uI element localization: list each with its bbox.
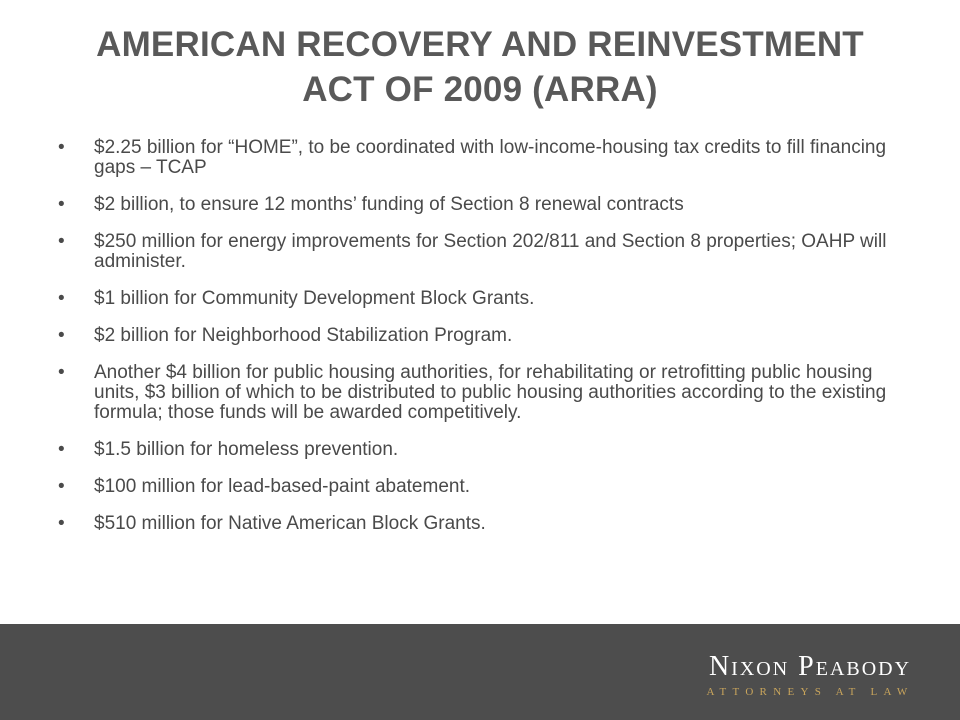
bullet-marker: •	[58, 476, 65, 497]
bullet-item	[58, 514, 908, 534]
bullet-text: Another $4 billion for public housing authorities, for rehabilitating or retrofitting public housing units, $3 billion of which to be distributed to public housing authorities according to the existing formula; those funds will be awarded competitively.	[94, 362, 887, 423]
slide-title-line-2: ACT OF 2009 (ARRA)	[302, 70, 658, 109]
bullet-marker: •	[58, 325, 65, 346]
bullet-list	[58, 138, 908, 551]
bullet-text: $1 billion for Community Development Block Grants.	[94, 288, 535, 309]
logo-tagline: ATTORNEYS AT LAW	[706, 686, 914, 698]
bullet-item	[58, 289, 908, 309]
bullet-text: $510 million for Native American Block Grants.	[94, 513, 486, 534]
slide-title-line-1: AMERICAN RECOVERY AND REINVESTMENT	[96, 25, 864, 64]
footer-bar	[0, 624, 960, 720]
bullet-item	[58, 440, 908, 460]
slide-title	[40, 22, 920, 112]
logo-name: Nixon Peabody	[708, 651, 912, 682]
bullet-text: $100 million for lead-based-paint abatement.	[94, 476, 471, 497]
bullet-marker: •	[58, 194, 65, 215]
bullet-marker: •	[58, 137, 65, 158]
bullet-marker: •	[58, 231, 65, 252]
bullet-item	[58, 232, 908, 272]
bullet-item	[58, 477, 908, 497]
bullet-text: $2 billion for Neighborhood Stabilization Program.	[94, 325, 513, 346]
bullet-text: $2.25 billion for “HOME”, to be coordinated with low-income-housing tax credits to fill financing gaps – TCAP	[94, 137, 887, 178]
bullet-text: $250 million for energy improvements for Section 202/811 and Section 8 properties; OAHP will administer.	[94, 231, 887, 272]
bullet-marker: •	[58, 439, 65, 460]
bullet-marker: •	[58, 513, 65, 534]
firm-logo	[692, 652, 928, 699]
bullet-text: $2 billion, to ensure 12 months’ funding of Section 8 renewal contracts	[94, 194, 684, 215]
bullet-marker: •	[58, 362, 65, 383]
bullet-item	[58, 195, 908, 215]
bullet-marker: •	[58, 288, 65, 309]
bullet-text: $1.5 billion for homeless prevention.	[94, 439, 399, 460]
bullet-item	[58, 138, 908, 178]
bullet-item	[58, 326, 908, 346]
bullet-item	[58, 363, 908, 423]
